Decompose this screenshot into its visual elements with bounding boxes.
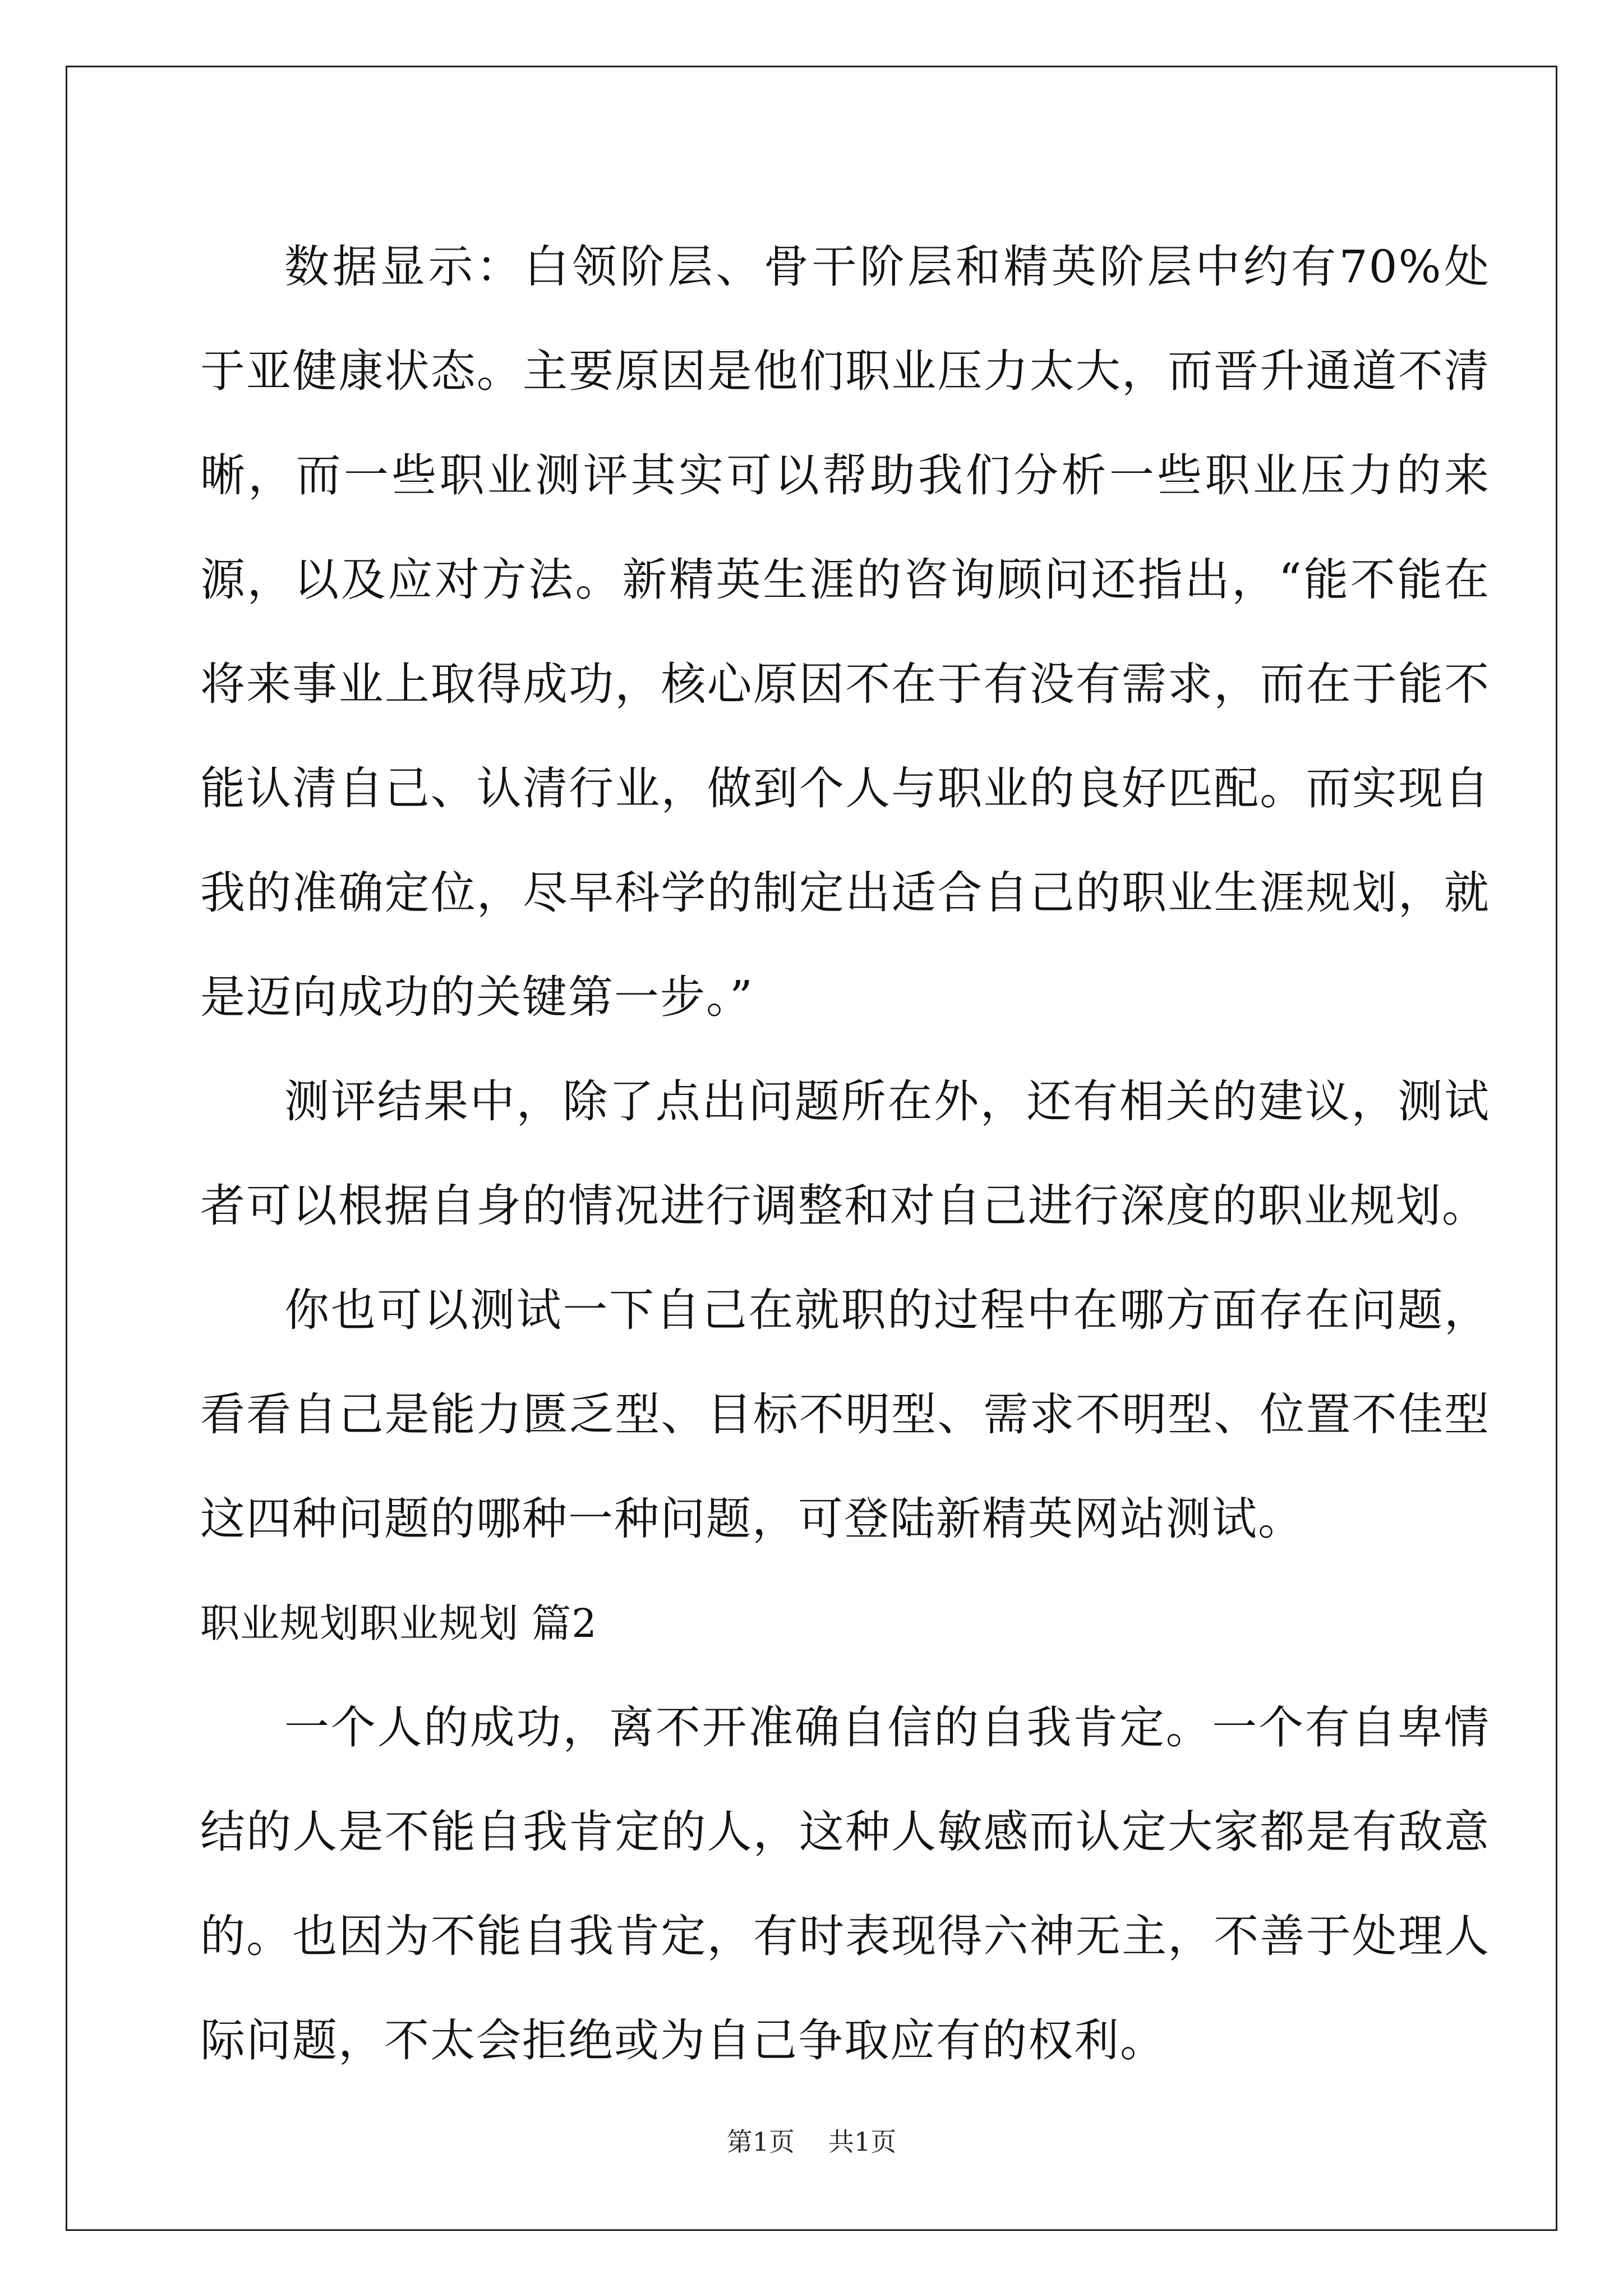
page-number-current: 第1页 bbox=[726, 2127, 795, 2157]
page-footer bbox=[0, 2125, 1623, 2159]
paragraph-4: 一个人的成功，离不开准确自信的自我肯定。一个有自卑情结的人是不能自我肯定的人，这种人敏感而认定大家都是有敌意的。也因为不能自我肯定，有时表现得六神无主，不善于处理人际问题，不太会拒绝或为自己争取应有的权利。 bbox=[200, 1701, 1490, 2067]
page-number-total: 共1页 bbox=[828, 2127, 897, 2157]
section-heading: 职业规划职业规划 篇2 bbox=[200, 1600, 597, 1646]
paragraph-3: 你也可以测试一下自己在就职的过程中在哪方面存在问题，看看自己是能力匮乏型、目标不明型、需求不明型、位置不佳型这四种问题的哪种一种问题，可登陆新精英网站测试。 bbox=[200, 1284, 1490, 1545]
paragraph-1: 数据显示：白领阶层、骨干阶层和精英阶层中约有70%处于亚健康状态。主要原因是他们职业压力太大，而晋升通道不清晰，而一些职业测评其实可以帮助我们分析一些职业压力的来源，以及应对方法。新精英生涯的咨询顾问还指出，“能不能在将来事业上取得成功，核心原因不在于有没有需求，而在于能不能认清自己、认清行业，做到个人与职业的良好匹配。而实现自我的准确定位，尽早科学的制定出适合自己的职业生涯规划，就是迈向成功的关键第一步。” bbox=[200, 241, 1490, 1023]
paragraph-2: 测评结果中，除了点出问题所在外，还有相关的建议，测试者可以根据自身的情况进行调整和对自己进行深度的职业规划。 bbox=[200, 1075, 1490, 1232]
document-body bbox=[200, 215, 1490, 2093]
